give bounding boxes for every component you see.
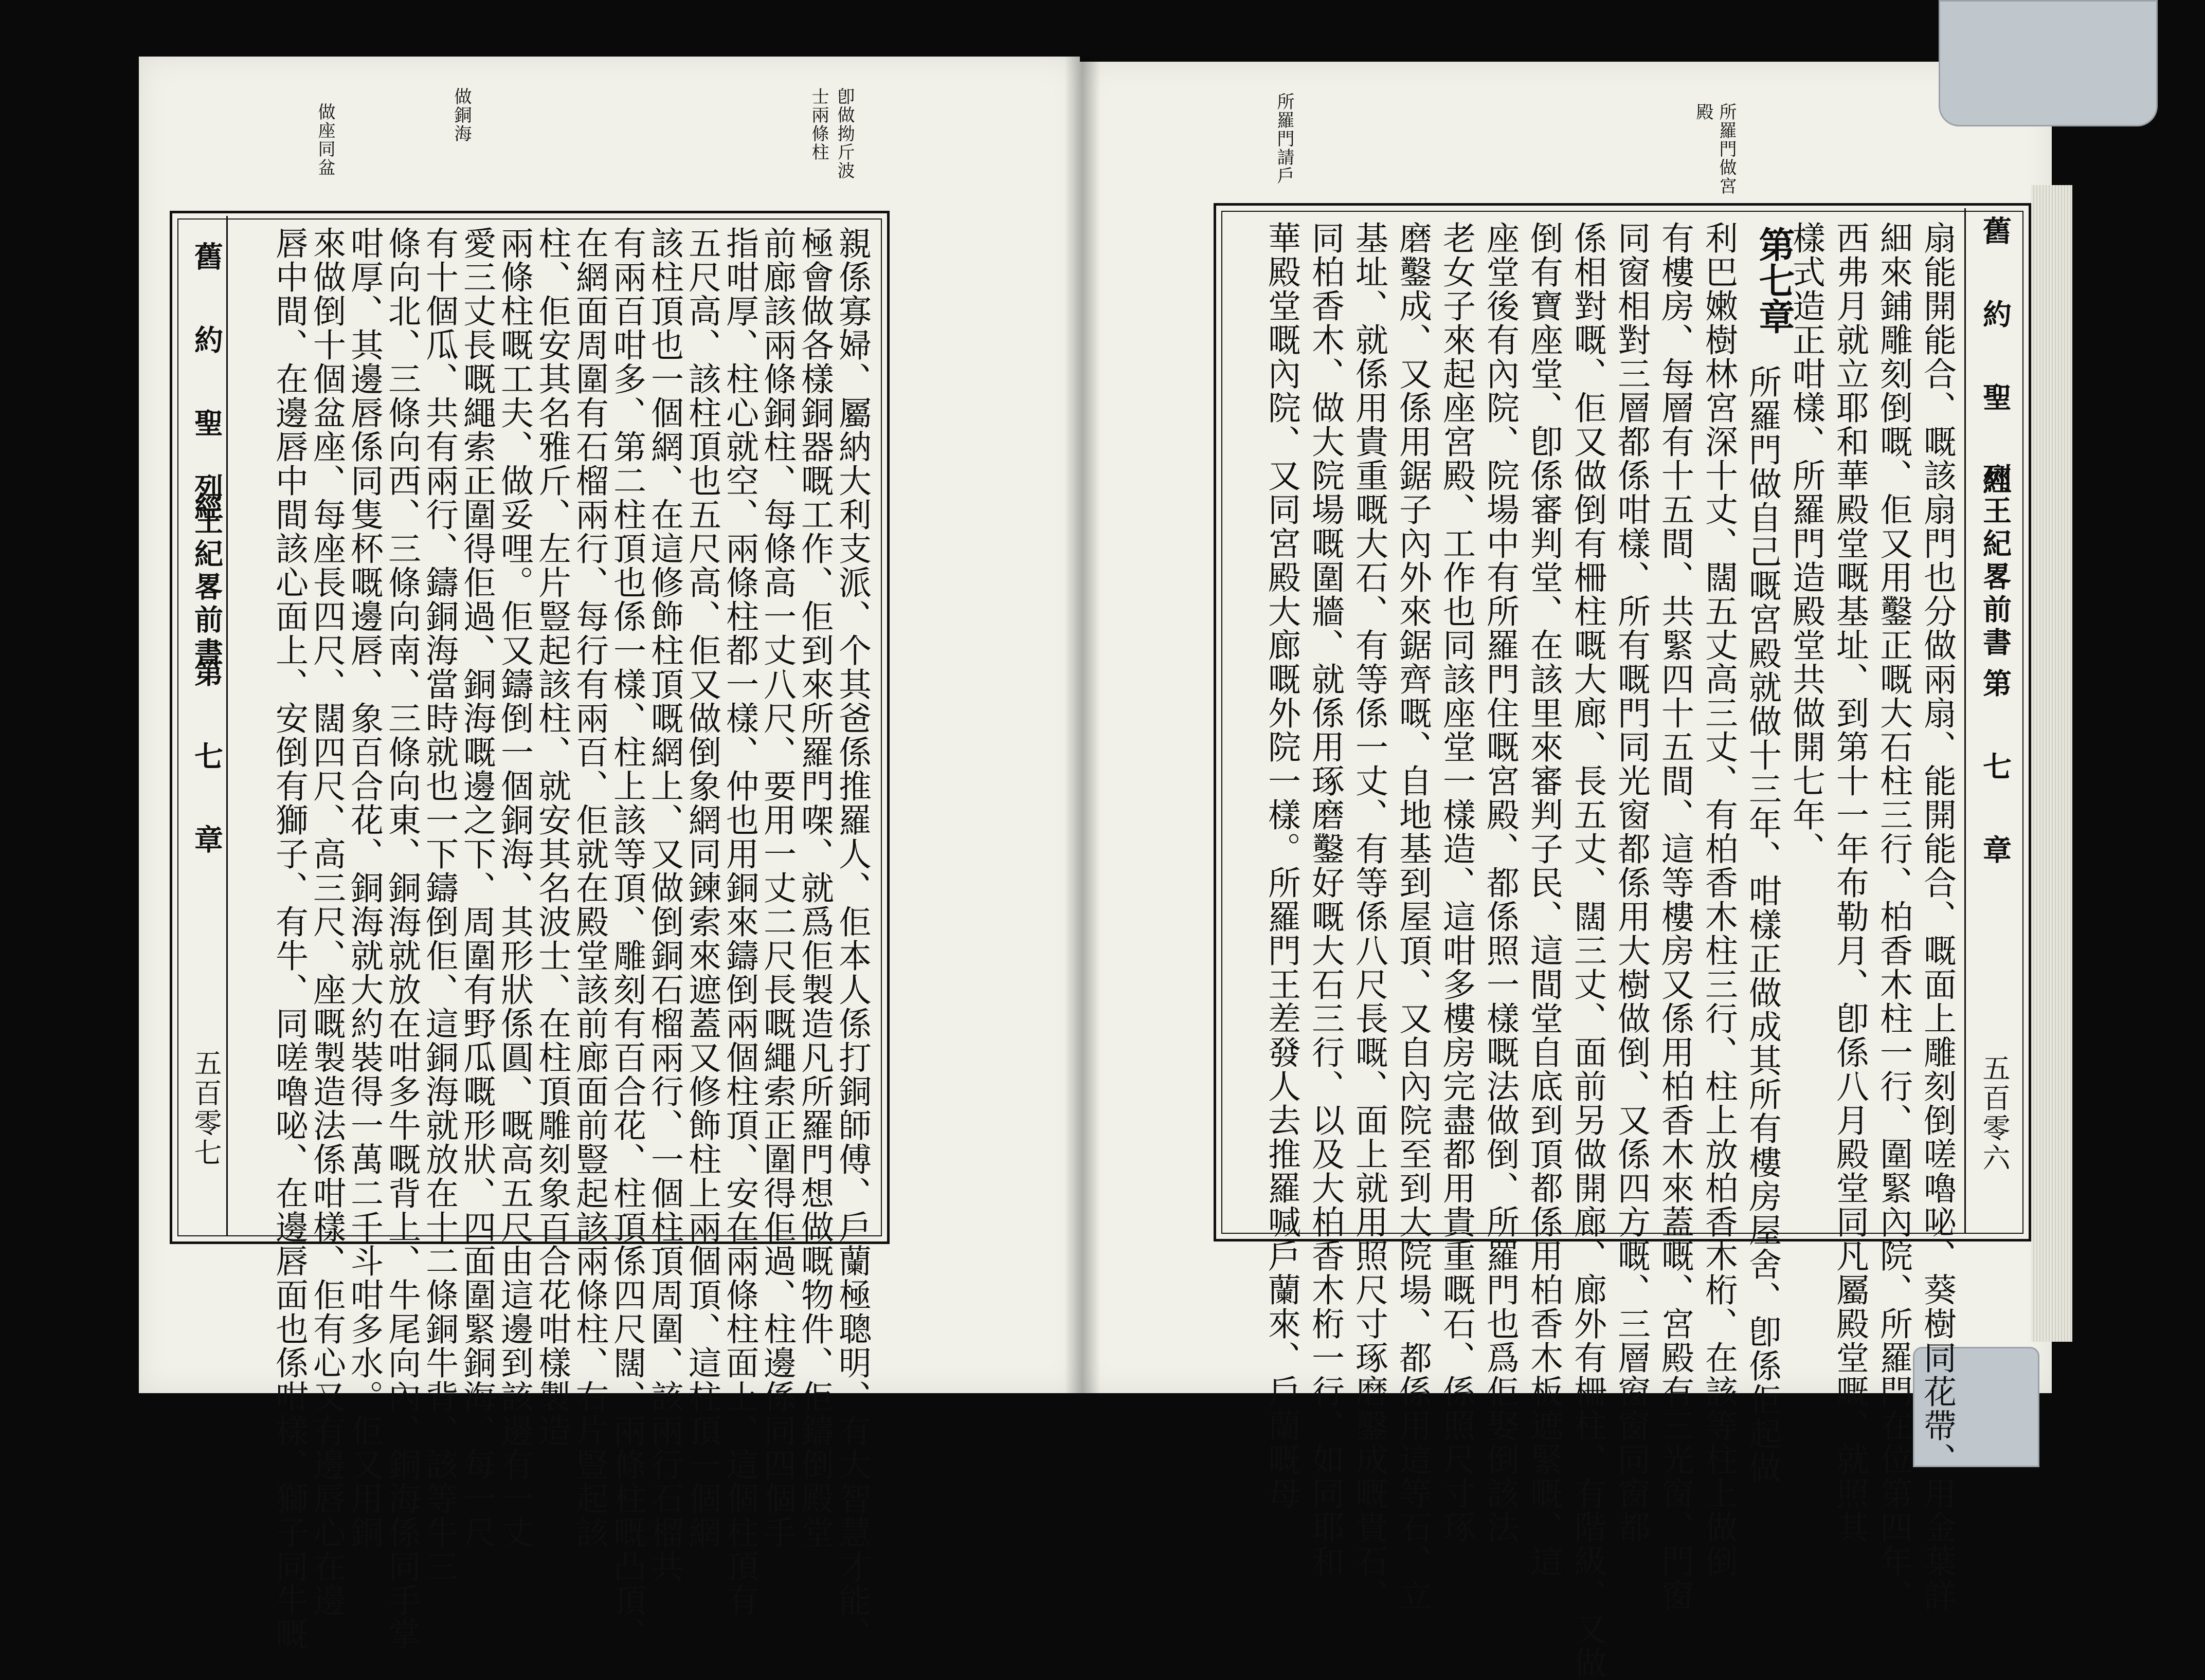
running-head-section: 列王紀畧前書 — [1978, 463, 2012, 660]
text-column: 扇能開能合、嘅該扇門也分做兩扇、能開能合、嘅面上雕刻倒嗟嚕咇、葵樹同花帶、用金葉詳 — [1918, 221, 1956, 1612]
text-column: 極會做各樣銅器嘅工作、佢到來所羅門㗎、就爲佢製造凡所羅門想做嘅物件、佢鑄倒殿堂 — [796, 226, 834, 1549]
text-column: 西弗月就立耶和華殿堂嘅基址、到第十一年布勒月、卽係八月殿堂同凡屬殿堂嘅、就照其 — [1831, 221, 1869, 1544]
margin-note: 做銅海 — [451, 87, 472, 143]
text-column: 愛三丈長嘅繩索正圍得佢過、銅海嘅邊之下、周圍有野瓜嘅形狀、四面圍緊銅海、每一尺 — [458, 226, 496, 1549]
text-column: 柱、佢安其名雅斤、左片豎起該柱、就安其名波士、在柱頂雕刻象百合花咁樣製造 — [533, 226, 571, 1448]
text-column: 老女子來起座宮殿、工作也同該座堂一樣造、這咁多樓房完盡都用貴重嘅石、係照尺寸琢 — [1437, 221, 1475, 1544]
text-column: 唇中間、在邊唇中間該心面上、安倒有獅子、有牛、同嗟嚕咇、在邊唇面也係咁樣、獅子同牛嘅 — [270, 226, 308, 1651]
text-column: 華殿堂嘅內院、又同宮殿大廊嘅外院一樣。所羅門王差發人去推羅喊戶蘭來、戶蘭嘅母 — [1262, 221, 1300, 1510]
margin-note: 卽做拗斤波 — [834, 87, 855, 180]
header-rule — [1964, 208, 1966, 1234]
running-head-chapter: 第 七 章 — [190, 658, 224, 864]
text-column: 同窗相對三層都係咁樣、所有嘅門同光窗都係用大樹做倒、又係四方嘅、三層窗窗同窗都 — [1612, 221, 1650, 1544]
text-column: 有十個瓜、共有兩行、鑄銅海當時就也一下鑄倒佢、這銅海就放在十二條銅牛背、該等牛三 — [420, 226, 458, 1583]
text-column: 磨鑿成、又係用鋸子內外來鋸齊嘅、自地基到屋頂、又自內院至到大院場、都係用這等石、立 — [1394, 221, 1432, 1612]
chapter-heading: 第七章 — [1753, 226, 1796, 334]
text-column: 基址、就係用貴重嘅大石、有等係一丈、有等係八尺長嘅、面上就用照尺寸琢磨鑿成嘅貴石、 — [1350, 221, 1388, 1612]
text-column: 咁厚、其邊唇係同隻杯嘅邊唇、象百合花、銅海就大約裝得一萬二千斗咁多水。佢又用銅 — [345, 226, 383, 1549]
margin-note: 士兩條柱 — [808, 87, 829, 161]
text-column: 在網面周圍有石榴兩行、每行有兩百、佢就在殿堂該前廊面前豎起該兩條柱、右片豎起該 — [570, 226, 608, 1549]
text-column: 利巴嫩樹林宮深十丈、闊五丈高三丈、有柏香木柱三行、柱上放柏香木桁、在該等柱上做倒 — [1700, 221, 1738, 1578]
book-gutter — [1064, 57, 1100, 1393]
text-column: 樣式造正咁樣、所羅門造殿堂共做開七年、 — [1787, 221, 1825, 866]
top-clip — [1939, 0, 2158, 126]
margin-note: 做座同盆 — [315, 103, 335, 177]
running-head-book: 舊 約 聖 經 — [1978, 216, 2012, 505]
text-column: 該柱頂也一個網、在這修飾柱頂嘅網上、又做倒銅石榴兩行、一個柱頂周圍、該兩行石榴共 — [645, 226, 683, 1583]
text-column: 來做倒十個盆座、每座長四尺、闊四尺、高三尺、座嘅製造法係咁樣、佢有心又有邊唇心在邊 — [308, 226, 346, 1617]
page-number: 五百零七 — [190, 1049, 222, 1168]
margin-note: 所羅門做宮 — [1716, 103, 1737, 195]
running-head-book: 舊 約 聖 經 — [190, 242, 224, 531]
margin-note: 所羅門請戶 — [1274, 93, 1294, 185]
text-column: 細來鋪雕刻倒嘅、佢又用鑿正嘅大石柱三行、柏香木柱一行、圍緊內院、所羅門在位第四年、 — [1874, 221, 1912, 1612]
text-column: 親係寡婦、屬納大利支派、个其爸係推羅人、佢本人係打銅師傅、戶蘭極聰明、有大智慧才能、 — [833, 226, 871, 1651]
text-column: 座堂後有內院、院場中有所羅門住嘅宮殿、都係照一樣嘅法做倒、所羅門也爲佢娶倒該法 — [1481, 221, 1519, 1544]
running-head-section: 列王紀畧前書 — [190, 473, 224, 670]
text-column: 倒有寶座堂、卽係審判堂、在該里來審判子民、這間堂自底到頂都係用柏香木板遮緊嘅、這 — [1525, 221, 1563, 1578]
page-number: 五百零六 — [1978, 1054, 2011, 1173]
text-column: 五尺高、該柱頂也五尺高、佢又做倒象網同鍊索來遮蓋又修飾柱上兩個頂、這柱頂一個網 — [683, 226, 721, 1549]
running-head-chapter: 第 七 章 — [1978, 668, 2012, 874]
page-edges — [2031, 185, 2072, 1342]
text-column: 所羅門做自己嘅宮殿就做十三年、咁樣正做成其所有樓房屋舍、卽係佢起做 — [1743, 365, 1781, 1485]
text-column: 前廊該兩條銅柱、每條高一丈八尺、要用一丈二尺長嘅繩索正圍得佢過、柱邊係同四個手 — [758, 226, 796, 1549]
text-column: 有兩百咁多、第二柱頂也係一樣、柱上該等頂、雕刻有百合花、柱頂係四尺闊、兩條柱嘅凸頂、 — [608, 226, 646, 1651]
text-column: 兩條柱嘅工夫、做妥哩。佢又鑄倒一個銅海、其形狀係圓、嘅高五尺由這邊到該邊有一丈 — [495, 226, 533, 1549]
margin-note: 殿 — [1693, 103, 1713, 121]
text-column: 有樓房、每層有十五間、共緊四十五間、這等樓房又係用柏香木來蓋嘅、宮殿有三光窗、門窗 — [1656, 221, 1694, 1612]
text-column: 條向北、三條向西、三條向南、三條向東、銅海就放在咁多牛嘅背上、牛尾向內、銅海係同手掌 — [383, 226, 421, 1651]
text-column: 指咁厚、柱心就空、兩條柱都一樣、仲也用銅來鑄倒兩個柱頂、安在兩條柱面上、這個柱頂有 — [720, 226, 758, 1617]
text-column: 同柏香木、做大院場嘅圍牆、就係用琢磨鑿好嘅大石三行、以及大柏香木桁一行、如同耶和 — [1306, 221, 1344, 1578]
text-column: 係相對嘅、佢又做倒有柵柱嘅大廊、長五丈、闊三丈、面前另做開廊、廊外有柵柱、有階級、又做 — [1568, 221, 1606, 1680]
